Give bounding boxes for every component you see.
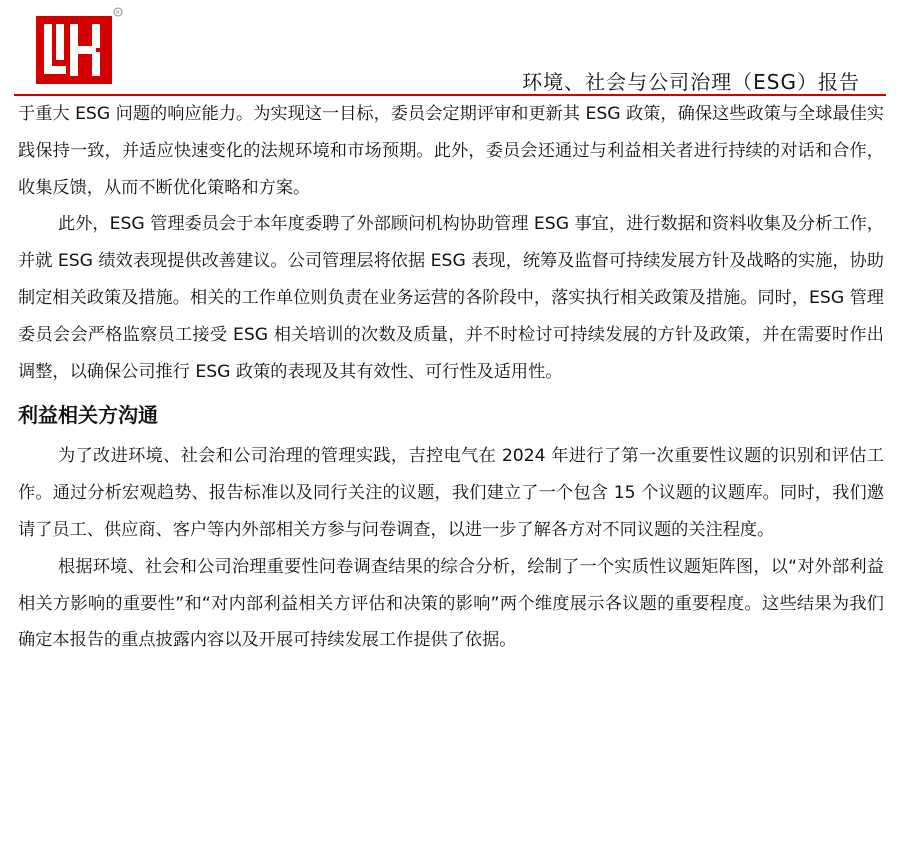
body-paragraph: 根据环境、社会和公司治理重要性问卷调查结果的综合分析，绘制了一个实质性议题矩阵图，以“对外部利益相关方影响的重要性”和“对内部利益相关方评估和决策的影响”两个维度展示各议题的重要程度。这些结果为我们确定本报告的重点披露内容以及开展可持续发展工作提供了依据。 [18, 556, 884, 651]
report-title: 环境、社会与公司治理（ESG）报告 [522, 70, 860, 94]
body-paragraph: 为了改进环境、社会和公司治理的管理实践，吉控电气在 2024 年进行了第一次重要性议题的识别和评估工作。通过分析宏观趋势、报告标准以及同行关注的议题，我们建立了一个包含 15 个议题的议题库。同时，我们邀请了员工、供应商、客户等内外部相关方参与问卷调查，以进一步了解各方对不同议题的关注程度。 [18, 446, 884, 540]
section-heading: 利益相关方沟通 [18, 403, 158, 428]
body-paragraph: 于重大 ESG 问题的响应能力。为实现这一目标，委员会定期评审和更新其 ESG 政策，确保这些政策与全球最佳实践保持一致，并适应快速变化的法规环境和市场预期。此外，委员会还通过与利益相关者进行持续的对话和合作，收集反馈，从而不断优化策略和方案。 [18, 104, 884, 198]
svg-text:R: R [116, 10, 120, 16]
company-logo-icon [30, 6, 125, 86]
document-body [18, 96, 884, 659]
body-paragraph: 此外，ESG 管理委员会于本年度委聘了外部顾问机构协助管理 ESG 事宜，进行数据和资料收集及分析工作，并就 ESG 绩效表现提供改善建议。公司管理层将依据 ESG 表现，统筹及监督可持续发展方针及战略的实施，协助制定相关政策及措施。相关的工作单位则负责在业务运营的各阶段中，落实执行相关政策及措施。同时，ESG 管理委员会会严格监察员工接受 ESG 相关培训的次数及质量，并不时检讨可持续发展的方针及政策，并在需要时作出调整，以确保公司推行 ESG 政策的表现及其有效性、可行性及适用性。 [18, 214, 884, 382]
